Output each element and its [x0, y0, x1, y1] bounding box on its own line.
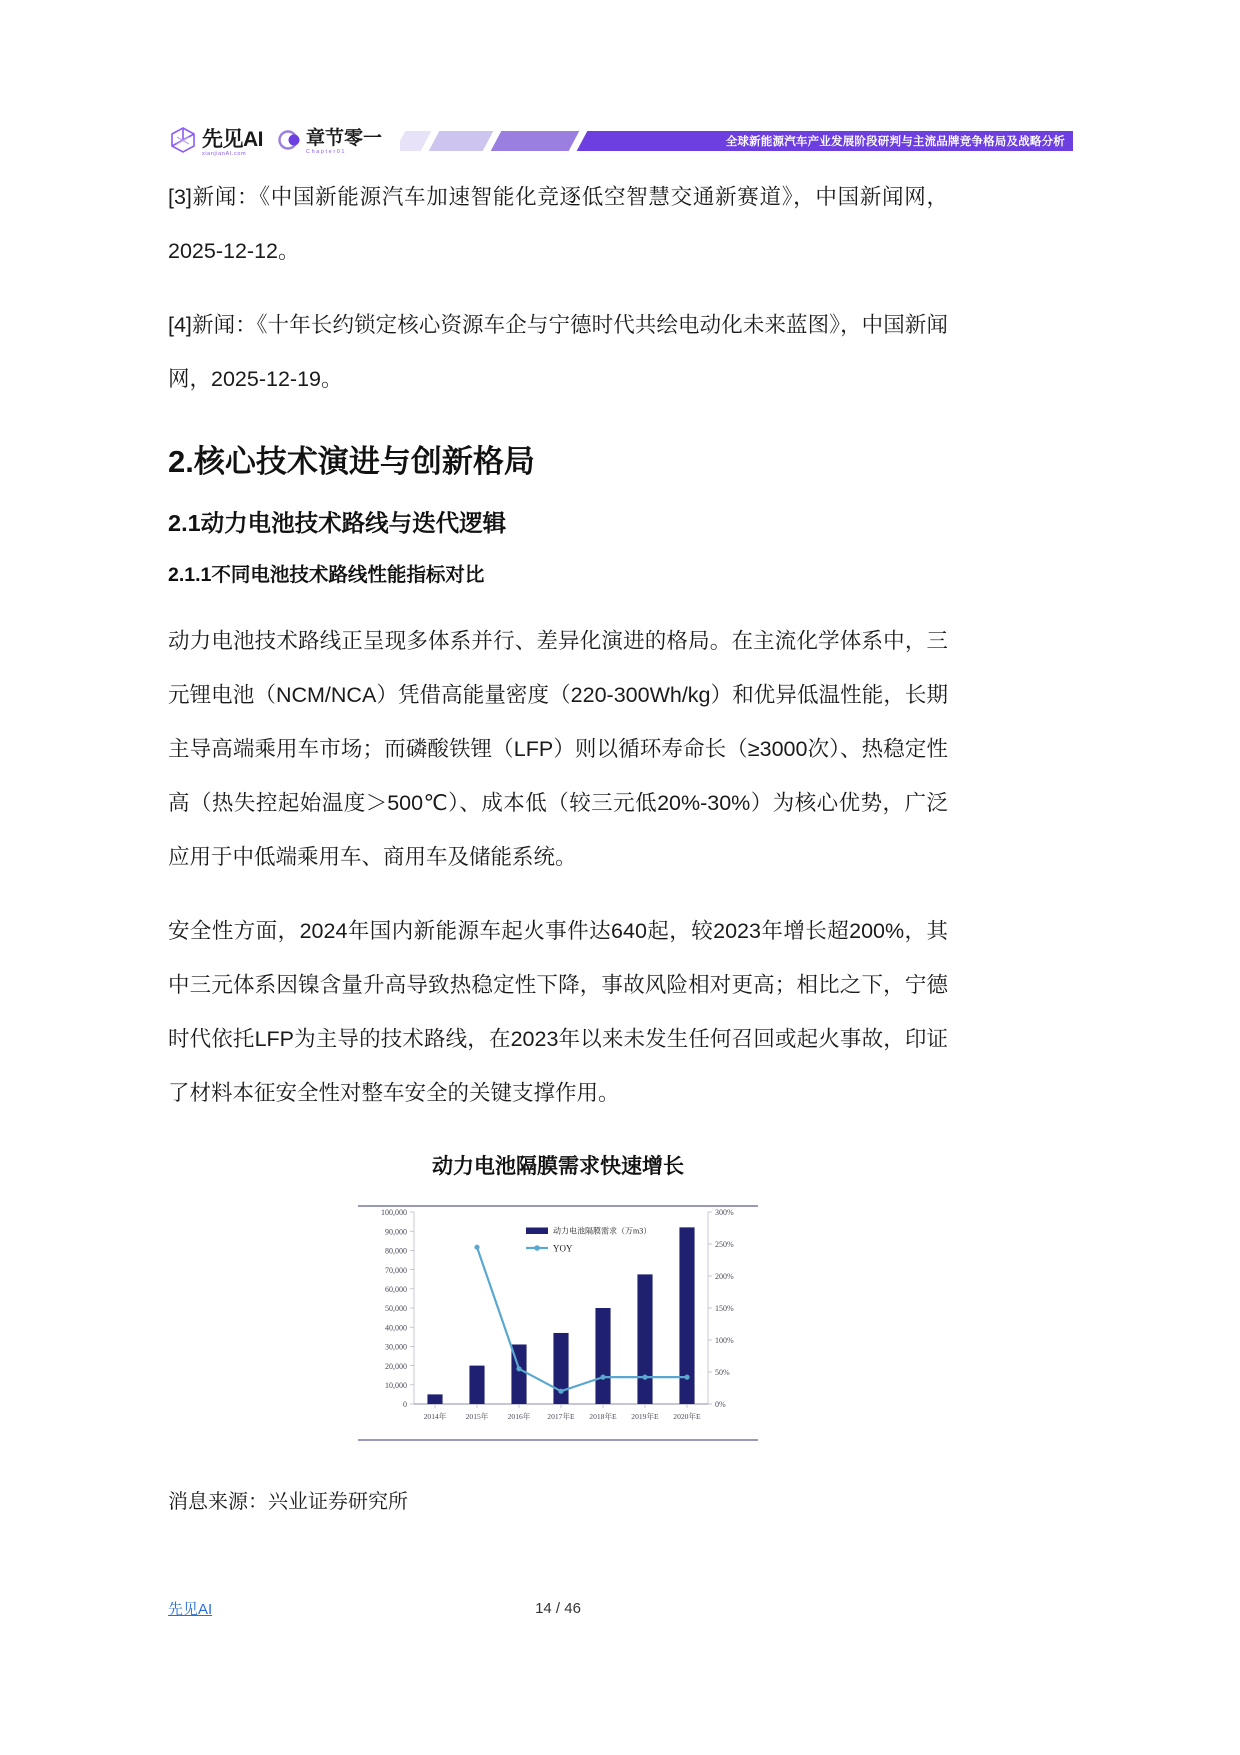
svg-text:0%: 0%: [715, 1400, 726, 1410]
brand-domain: xianjianAI.com: [202, 150, 247, 157]
figure-source: 消息来源：兴业证券研究所: [168, 1491, 408, 1514]
section-heading-2-1: 2.1动力电池技术路线与迭代逻辑: [168, 510, 507, 537]
svg-text:200%: 200%: [715, 1272, 734, 1282]
svg-text:2019年E: 2019年E: [631, 1412, 659, 1422]
svg-text:10,000: 10,000: [385, 1381, 407, 1391]
brand-text: [202, 129, 263, 158]
svg-text:50%: 50%: [715, 1368, 730, 1378]
banner-stripe-2: [429, 131, 494, 151]
chapter-name: 章节零一: [306, 127, 383, 149]
paragraph-safety: 安全性方面，2024年国内新能源车起火事件达640起，较2023年增长超200%，其中三元体系因镍含量升高导致热稳定性下降，事故风险相对更高；相比之下，宁德时代依托LFP为主导的技术路线，在2023年以来未发生任何召回或起火事故，印证了材料本征安全性对整车安全的关键支撑作用。: [168, 919, 948, 1106]
section-heading-2: 2.核心技术演进与创新格局: [168, 444, 535, 479]
chapter-number: Chapter01: [306, 148, 347, 155]
chapter-text: [306, 129, 382, 156]
figure-block: [168, 1150, 948, 1518]
svg-text:2018年E: 2018年E: [589, 1412, 617, 1422]
header-banner: [400, 131, 1073, 151]
reference-item-3: [3]新闻：《中国新能源汽车加速智能化竞逐低空智慧交通新赛道》，中国新闻网，2025-12-12。: [168, 185, 948, 263]
svg-text:2016年: 2016年: [507, 1412, 531, 1422]
svg-text:50,000: 50,000: [385, 1304, 407, 1314]
svg-text:2017年E: 2017年E: [547, 1412, 575, 1422]
banner-stripe-1: [400, 131, 431, 151]
svg-text:2015年: 2015年: [465, 1412, 489, 1422]
svg-text:2020年E: 2020年E: [673, 1412, 701, 1422]
banner-stripe-3: [491, 131, 580, 151]
svg-text:90,000: 90,000: [385, 1227, 407, 1237]
paragraph-battery-routes: 动力电池技术路线正呈现多体系并行、差异化演进的格局。在主流化学体系中，三元锂电池（NCM/NCA）凭借高能量密度（220-300Wh/kg）和优异低温性能，长期主导高端乘用车市场；而磷酸铁锂（LFP）则以循环寿命长（≥3000次）、热稳定性高（热失控起始温度＞500℃）、成本低（较三元低20%-30%）为核心优势，广泛应用于中低端乘用车、商用车及储能系统。: [168, 629, 948, 870]
page-number: 14 / 46: [535, 1600, 581, 1617]
separator-demand-chart: [358, 1198, 758, 1448]
svg-text:0: 0: [403, 1400, 407, 1410]
svg-text:80,000: 80,000: [385, 1246, 407, 1256]
svg-text:2014年: 2014年: [423, 1412, 447, 1422]
svg-text:30,000: 30,000: [385, 1342, 407, 1352]
svg-text:YOY: YOY: [553, 1243, 573, 1254]
chart-title: 动力电池隔膜需求快速增长: [432, 1155, 684, 1179]
svg-text:100%: 100%: [715, 1336, 734, 1346]
svg-text:100,000: 100,000: [381, 1208, 407, 1218]
brand-logo: [168, 125, 263, 157]
svg-text:动力电池隔膜需求（万m3）: 动力电池隔膜需求（万m3）: [553, 1226, 652, 1236]
banner-title: 全球新能源汽车产业发展阶段研判与主流品牌竞争格局及战略分析: [725, 136, 1065, 148]
chapter-logo: [277, 127, 382, 155]
chapter-circle-icon: [277, 127, 303, 153]
section-heading-2-1-1: 2.1.1不同电池技术路线性能指标对比: [168, 563, 485, 586]
svg-text:250%: 250%: [715, 1240, 734, 1250]
svg-text:300%: 300%: [715, 1208, 734, 1218]
svg-text:70,000: 70,000: [385, 1265, 407, 1275]
page-content: [168, 170, 948, 1518]
xianjian-cube-icon: [168, 125, 198, 155]
footer-brand-link[interactable]: 先见AI: [168, 1601, 213, 1618]
svg-text:60,000: 60,000: [385, 1285, 407, 1295]
chart-container: [358, 1198, 758, 1448]
page-header: [168, 118, 1073, 164]
brand-name: 先见AI: [202, 127, 263, 151]
svg-text:40,000: 40,000: [385, 1323, 407, 1333]
reference-item-4: [4]新闻：《十年长约锁定核心资源车企与宁德时代共绘电动化未来蓝图》，中国新闻网，2025-12-19。: [168, 313, 948, 391]
svg-text:20,000: 20,000: [385, 1361, 407, 1371]
svg-text:150%: 150%: [715, 1304, 734, 1314]
page-footer: [168, 1598, 948, 1619]
